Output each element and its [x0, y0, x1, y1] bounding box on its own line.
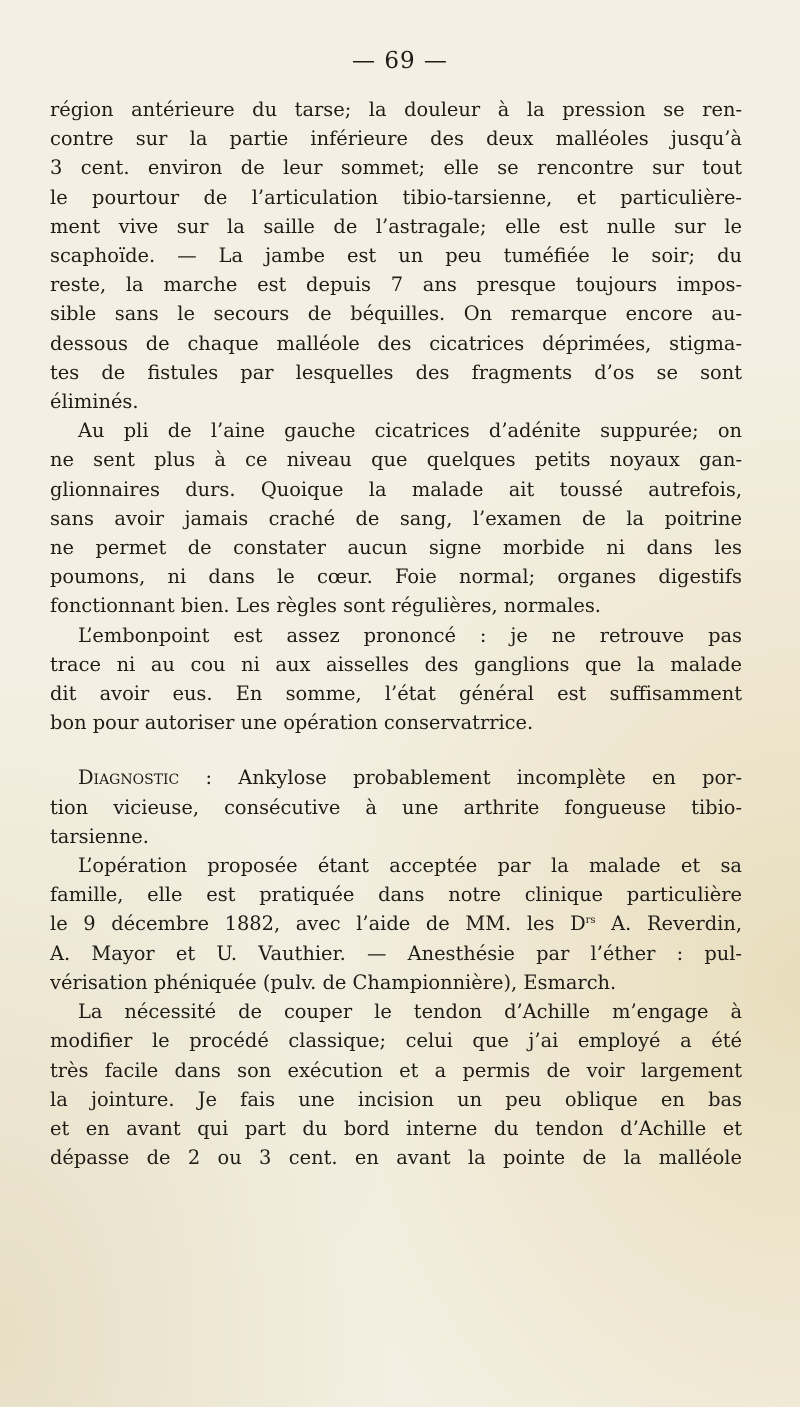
text-line: trace ni au cou ni aux aisselles des ganglions que la malade	[50, 652, 742, 676]
text-line: vérisation phéniquée (pulv. de Championnière), Esmarch.	[50, 970, 617, 994]
paragraph-gap	[50, 737, 742, 763]
text-line: Au pli de l’aine gauche cicatrices d’adénite suppurée; on	[78, 419, 742, 443]
text-fragment: : Ankylose probablement incomplète en por-	[179, 766, 742, 790]
text-line: tion vicieuse, consécutive à une arthrite fongueuse tibio-	[50, 795, 742, 819]
text-line: et en avant qui part du bord interne du tendon d’Achille et	[50, 1116, 742, 1140]
text-line: très facile dans son exécution et a permis de voir largement	[50, 1058, 742, 1082]
diagnostic-paragraph	[50, 763, 742, 851]
text-line: la jointure. Je fais une incision un peu oblique en bas	[50, 1087, 742, 1111]
paragraph	[50, 416, 742, 620]
text-line: sans avoir jamais craché de sang, l’examen de la poitrine	[50, 506, 742, 530]
text-line: le pourtour de l’articulation tibio-tarsienne, et particulière-	[50, 185, 742, 209]
text-line: région antérieure du tarse; la douleur à la pression se ren-	[50, 98, 742, 121]
text-line: dit avoir eus. En somme, l’état général est suffisamment	[50, 682, 742, 706]
text-line: A. Mayor et U. Vauthier. — Anesthésie par l’éther : pul-	[50, 941, 742, 965]
text-line: ment vive sur la saille de l’astragale; elle est nulle sur le	[50, 214, 742, 238]
text-line: dessous de chaque malléole des cicatrices déprimées, stigma-	[50, 331, 742, 355]
diagnostic-label: Diagnostic	[78, 766, 180, 790]
text-line: bon pour autoriser une opération conservatrrice.	[50, 711, 534, 735]
paragraph	[50, 997, 742, 1172]
text-fragment: le 9 décembre 1882, avec l’aide de MM. les D	[50, 912, 586, 936]
text-line: famille, elle est pratiquée dans notre clinique particulière	[50, 883, 742, 907]
paragraph	[50, 851, 742, 997]
paragraph	[50, 621, 742, 738]
page-number: — 69 —	[352, 48, 448, 74]
text-line: dépasse de 2 ou 3 cent. en avant la pointe de la malléole	[50, 1146, 742, 1170]
text-line: 3 cent. environ de leur sommet; elle se rencontre sur tout	[50, 156, 742, 180]
text-line	[50, 763, 742, 792]
text-line: sible sans le secours de béquilles. On remarque encore au-	[50, 302, 742, 326]
text-line: éliminés.	[50, 390, 139, 414]
paragraph	[50, 95, 742, 416]
text-line: poumons, ni dans le cœur. Foie normal; organes digestifs	[50, 565, 742, 589]
superscript: rs	[585, 915, 596, 927]
text-line: contre sur la partie inférieure des deux malléoles jusqu’à	[50, 127, 742, 151]
text-fragment: A. Reverdin,	[595, 912, 742, 936]
text-line: tarsienne.	[50, 824, 149, 848]
text-line: modifier le procédé classique; celui que j’ai employé a été	[50, 1029, 742, 1053]
body-text	[50, 95, 742, 1172]
text-line: La nécessité de couper le tendon d’Achille m’engage à	[78, 1000, 742, 1024]
text-line: reste, la marche est depuis 7 ans presque toujours impos-	[50, 273, 742, 297]
text-line: fonctionnant bien. Les règles sont régulières, normales.	[50, 594, 601, 618]
text-line: ne sent plus à ce niveau que quelques petits noyaux gan-	[50, 448, 742, 472]
text-line: tes de fistules par lesquelles des fragments d’os se sont	[50, 360, 742, 384]
text-line: ne permet de constater aucun signe morbide ni dans les	[50, 536, 742, 560]
text-line: L’embonpoint est assez prononcé : je ne retrouve pas	[78, 623, 742, 647]
text-line: L’opération proposée étant acceptée par la malade et sa	[78, 854, 742, 878]
text-line: scaphoïde. — La jambe est un peu tuméfiée le soir; du	[50, 244, 742, 268]
text-line: glionnaires durs. Quoique la malade ait toussé autrefois,	[50, 477, 742, 501]
text-line	[50, 909, 742, 938]
